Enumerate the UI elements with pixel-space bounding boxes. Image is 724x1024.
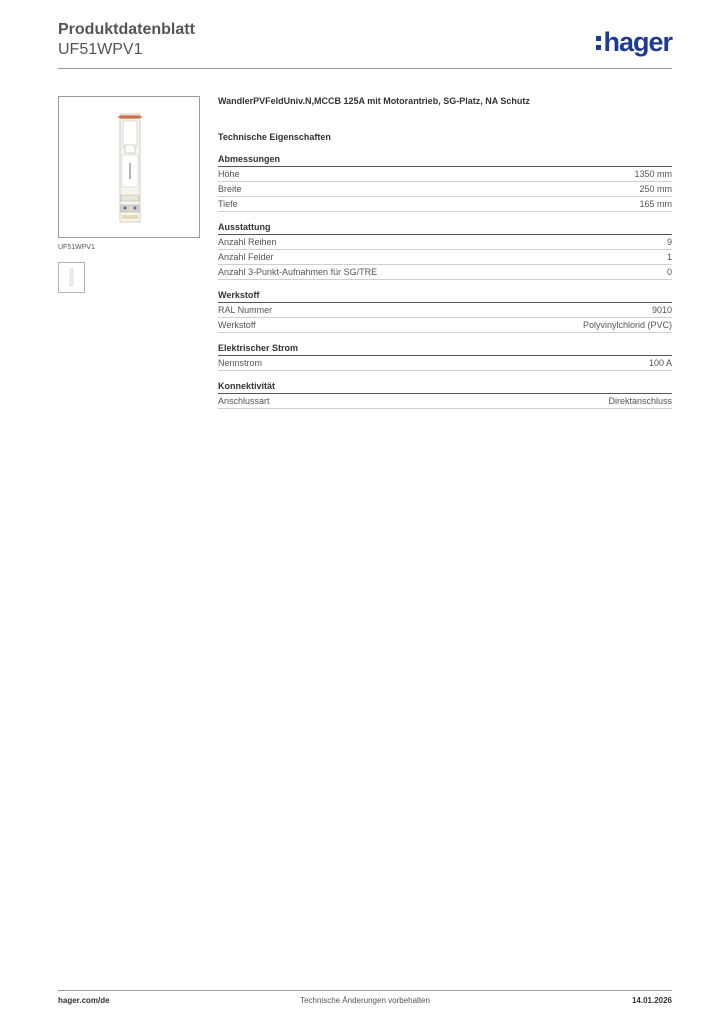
- product-image: [58, 96, 200, 238]
- group-konnektivitaet: [218, 380, 672, 409]
- group-abmessungen: [218, 153, 672, 212]
- group-title: Werkstoff: [218, 289, 672, 303]
- table-row: [218, 265, 672, 280]
- row-value: Direktanschluss: [608, 396, 672, 406]
- table-row: [218, 250, 672, 265]
- footer-date: 14.01.2026: [631, 996, 672, 1005]
- group-elektrischer-strom: [218, 342, 672, 371]
- row-value: 9: [666, 237, 672, 247]
- row-label: Anzahl 3-Punkt-Aufnahmen für SG/TRE: [218, 267, 378, 277]
- table-row: [218, 197, 672, 212]
- table-row: [218, 394, 672, 409]
- row-label: Anschlussart: [218, 396, 270, 406]
- hager-logo: [596, 28, 672, 56]
- table-row: [218, 356, 672, 371]
- logo-text: hager: [603, 27, 672, 57]
- header-divider: [58, 68, 672, 69]
- page-title: Produktdatenblatt: [58, 21, 195, 38]
- table-row: [218, 182, 672, 197]
- logo-dots-icon: [596, 36, 601, 50]
- row-value: 1350 mm: [634, 169, 672, 179]
- row-label: Anzahl Reihen: [218, 237, 277, 247]
- row-label: Breite: [218, 184, 242, 194]
- row-value: 250 mm: [639, 184, 672, 194]
- group-ausstattung: [218, 221, 672, 280]
- row-value: 0: [666, 267, 672, 277]
- row-label: Tiefe: [218, 199, 238, 209]
- group-title: Konnektivität: [218, 380, 672, 394]
- group-title: Abmessungen: [218, 153, 672, 167]
- footer-divider: [58, 990, 672, 991]
- group-werkstoff: [218, 289, 672, 333]
- row-value: 165 mm: [639, 199, 672, 209]
- row-label: Werkstoff: [218, 320, 256, 330]
- row-label: Höhe: [218, 169, 240, 179]
- table-row: [218, 167, 672, 182]
- product-details: [218, 94, 672, 409]
- section-title: Technische Eigenschaften: [218, 132, 331, 142]
- thumbnail[interactable]: [58, 262, 85, 293]
- table-row: [218, 318, 672, 333]
- page-footer: [58, 996, 672, 1010]
- page-header: [58, 20, 672, 70]
- enclosure-drawing-icon: [59, 97, 199, 237]
- row-value: 1: [666, 252, 672, 262]
- group-title: Elektrischer Strom: [218, 342, 672, 356]
- group-title: Ausstattung: [218, 221, 672, 235]
- footer-website-link[interactable]: hager.com/de: [58, 996, 110, 1005]
- table-row: [218, 235, 672, 250]
- row-label: RAL Nummer: [218, 305, 273, 315]
- product-code: UF51WPV1: [58, 41, 143, 58]
- footer-disclaimer: Technische Änderungen vorbehalten: [300, 996, 430, 1005]
- table-row: [218, 303, 672, 318]
- image-caption: UF51WPV1: [58, 244, 95, 251]
- row-value: Polyvinylchlorid (PVC): [582, 320, 672, 330]
- row-value: 9010: [651, 305, 672, 315]
- product-description: WandlerPVFeldUniv.N,MCCB 125A mit Motorantrieb, SG-Platz, NA Schutz: [218, 96, 530, 106]
- row-label: Anzahl Felder: [218, 252, 274, 262]
- thumbnail-icon: [59, 263, 84, 292]
- row-value: 100 A: [648, 358, 672, 368]
- row-label: Nennstrom: [218, 358, 263, 368]
